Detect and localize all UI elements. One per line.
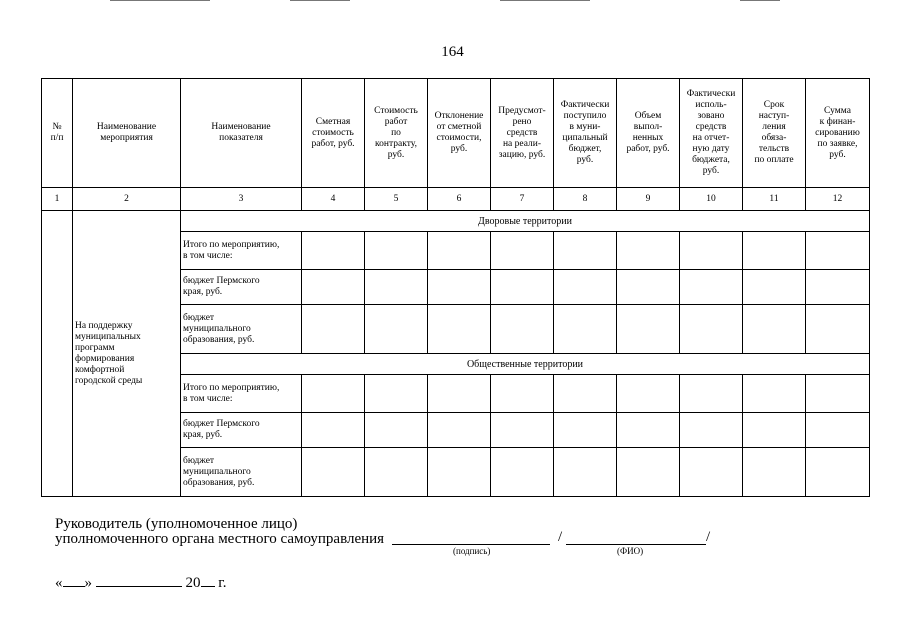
section-row xyxy=(42,211,870,232)
value-cell[interactable] xyxy=(554,375,617,413)
value-cell[interactable] xyxy=(806,270,870,305)
column-number: 7 xyxy=(491,188,554,211)
value-cell[interactable] xyxy=(491,305,554,354)
page-number: 164 xyxy=(441,44,464,60)
header-cell: Предусмот- рено средств на реали- зацию, руб. xyxy=(491,79,554,188)
value-cell[interactable] xyxy=(554,448,617,497)
open-quote: « xyxy=(55,575,63,591)
slash: / xyxy=(706,529,711,545)
value-cell[interactable] xyxy=(554,270,617,305)
row-number-cell xyxy=(42,211,73,497)
column-number: 9 xyxy=(617,188,680,211)
value-cell[interactable] xyxy=(491,270,554,305)
section-title: Общественные территории xyxy=(181,354,870,375)
value-cell[interactable] xyxy=(680,305,743,354)
scan-artifact xyxy=(740,0,780,1)
report-table xyxy=(41,78,870,497)
indicator-label: бюджет Пермского края, руб. xyxy=(181,413,302,448)
value-cell[interactable] xyxy=(743,413,806,448)
year-suffix: г. xyxy=(218,575,227,591)
header-cell: Фактически исполь- зовано средств на отчет- ную дату бюджета, руб. xyxy=(680,79,743,188)
scan-artifact xyxy=(290,0,350,1)
indicator-label: бюджет муниципального образования, руб. xyxy=(181,305,302,354)
value-cell[interactable] xyxy=(743,448,806,497)
value-cell[interactable] xyxy=(428,375,491,413)
header-cell: Сметная стоимость работ, руб. xyxy=(302,79,365,188)
column-number: 6 xyxy=(428,188,491,211)
column-number: 4 xyxy=(302,188,365,211)
value-cell[interactable] xyxy=(806,305,870,354)
column-number: 8 xyxy=(554,188,617,211)
header-cell: Стоимость работ по контракту, руб. xyxy=(365,79,428,188)
year-field[interactable] xyxy=(201,574,215,587)
header-cell: Фактически поступило в муни- ципальный бюджет, руб. xyxy=(554,79,617,188)
value-cell[interactable] xyxy=(302,270,365,305)
value-cell[interactable] xyxy=(365,305,428,354)
header-cell: № п/п xyxy=(42,79,73,188)
section-title: Дворовые территории xyxy=(181,211,870,232)
name-field[interactable] xyxy=(566,544,706,545)
value-cell[interactable] xyxy=(743,305,806,354)
value-cell[interactable] xyxy=(806,413,870,448)
value-cell[interactable] xyxy=(428,413,491,448)
value-cell[interactable] xyxy=(491,375,554,413)
header-cell: Срок наступ- ления обяза- тельств по оплате xyxy=(743,79,806,188)
column-number: 1 xyxy=(42,188,73,211)
header-cell: Объем выпол- ненных работ, руб. xyxy=(617,79,680,188)
value-cell[interactable] xyxy=(302,375,365,413)
value-cell[interactable] xyxy=(365,270,428,305)
value-cell[interactable] xyxy=(365,448,428,497)
value-cell[interactable] xyxy=(743,232,806,270)
value-cell[interactable] xyxy=(491,448,554,497)
value-cell[interactable] xyxy=(428,305,491,354)
header-row xyxy=(42,79,870,188)
header-cell: Сумма к финан- сированию по заявке, руб. xyxy=(806,79,870,188)
value-cell[interactable] xyxy=(617,448,680,497)
column-number-row xyxy=(42,188,870,211)
value-cell[interactable] xyxy=(302,232,365,270)
activity-name: На поддержку муниципальных программ формирования комфортной городской среды xyxy=(73,211,181,497)
signature-line-2: уполномоченного органа местного самоуправления xyxy=(55,531,385,547)
header-cell: Наименование мероприятия xyxy=(73,79,181,188)
value-cell[interactable] xyxy=(302,448,365,497)
value-cell[interactable] xyxy=(806,232,870,270)
value-cell[interactable] xyxy=(617,270,680,305)
slash: / xyxy=(558,529,563,545)
indicator-label: Итого по мероприятию, в том числе: xyxy=(181,375,302,413)
value-cell[interactable] xyxy=(554,305,617,354)
value-cell[interactable] xyxy=(617,413,680,448)
header-cell: Наименование показателя xyxy=(181,79,302,188)
value-cell[interactable] xyxy=(365,232,428,270)
value-cell[interactable] xyxy=(680,448,743,497)
value-cell[interactable] xyxy=(428,270,491,305)
column-number: 10 xyxy=(680,188,743,211)
signature-line-1: Руководитель (уполномоченное лицо) xyxy=(55,516,298,532)
scan-artifact xyxy=(500,0,590,1)
value-cell[interactable] xyxy=(680,270,743,305)
value-cell[interactable] xyxy=(302,413,365,448)
value-cell[interactable] xyxy=(491,232,554,270)
value-cell[interactable] xyxy=(680,375,743,413)
value-cell[interactable] xyxy=(365,413,428,448)
day-field[interactable] xyxy=(63,574,85,587)
close-quote: » xyxy=(84,575,92,591)
header-cell: Отклонение от сметной стоимости, руб. xyxy=(428,79,491,188)
value-cell[interactable] xyxy=(428,232,491,270)
value-cell[interactable] xyxy=(365,375,428,413)
indicator-label: бюджет муниципального образования, руб. xyxy=(181,448,302,497)
value-cell[interactable] xyxy=(554,232,617,270)
value-cell[interactable] xyxy=(680,413,743,448)
year-prefix: 20 xyxy=(185,575,201,591)
scan-artifact xyxy=(110,0,210,1)
value-cell[interactable] xyxy=(617,375,680,413)
value-cell[interactable] xyxy=(554,413,617,448)
value-cell[interactable] xyxy=(617,232,680,270)
name-caption: (ФИО) xyxy=(617,546,644,556)
month-field[interactable] xyxy=(96,574,182,587)
indicator-label: бюджет Пермского края, руб. xyxy=(181,270,302,305)
column-number: 11 xyxy=(743,188,806,211)
value-cell[interactable] xyxy=(491,413,554,448)
value-cell[interactable] xyxy=(806,375,870,413)
indicator-label: Итого по мероприятию, в том числе: xyxy=(181,232,302,270)
value-cell[interactable] xyxy=(806,448,870,497)
column-number: 12 xyxy=(806,188,870,211)
column-number: 2 xyxy=(73,188,181,211)
value-cell[interactable] xyxy=(302,305,365,354)
column-number: 3 xyxy=(181,188,302,211)
value-cell[interactable] xyxy=(617,305,680,354)
value-cell[interactable] xyxy=(743,270,806,305)
value-cell[interactable] xyxy=(428,448,491,497)
signature-field[interactable] xyxy=(392,544,550,545)
column-number: 5 xyxy=(365,188,428,211)
date-line xyxy=(55,574,226,592)
value-cell[interactable] xyxy=(680,232,743,270)
value-cell[interactable] xyxy=(743,375,806,413)
signature-caption: (подпись) xyxy=(453,546,491,556)
